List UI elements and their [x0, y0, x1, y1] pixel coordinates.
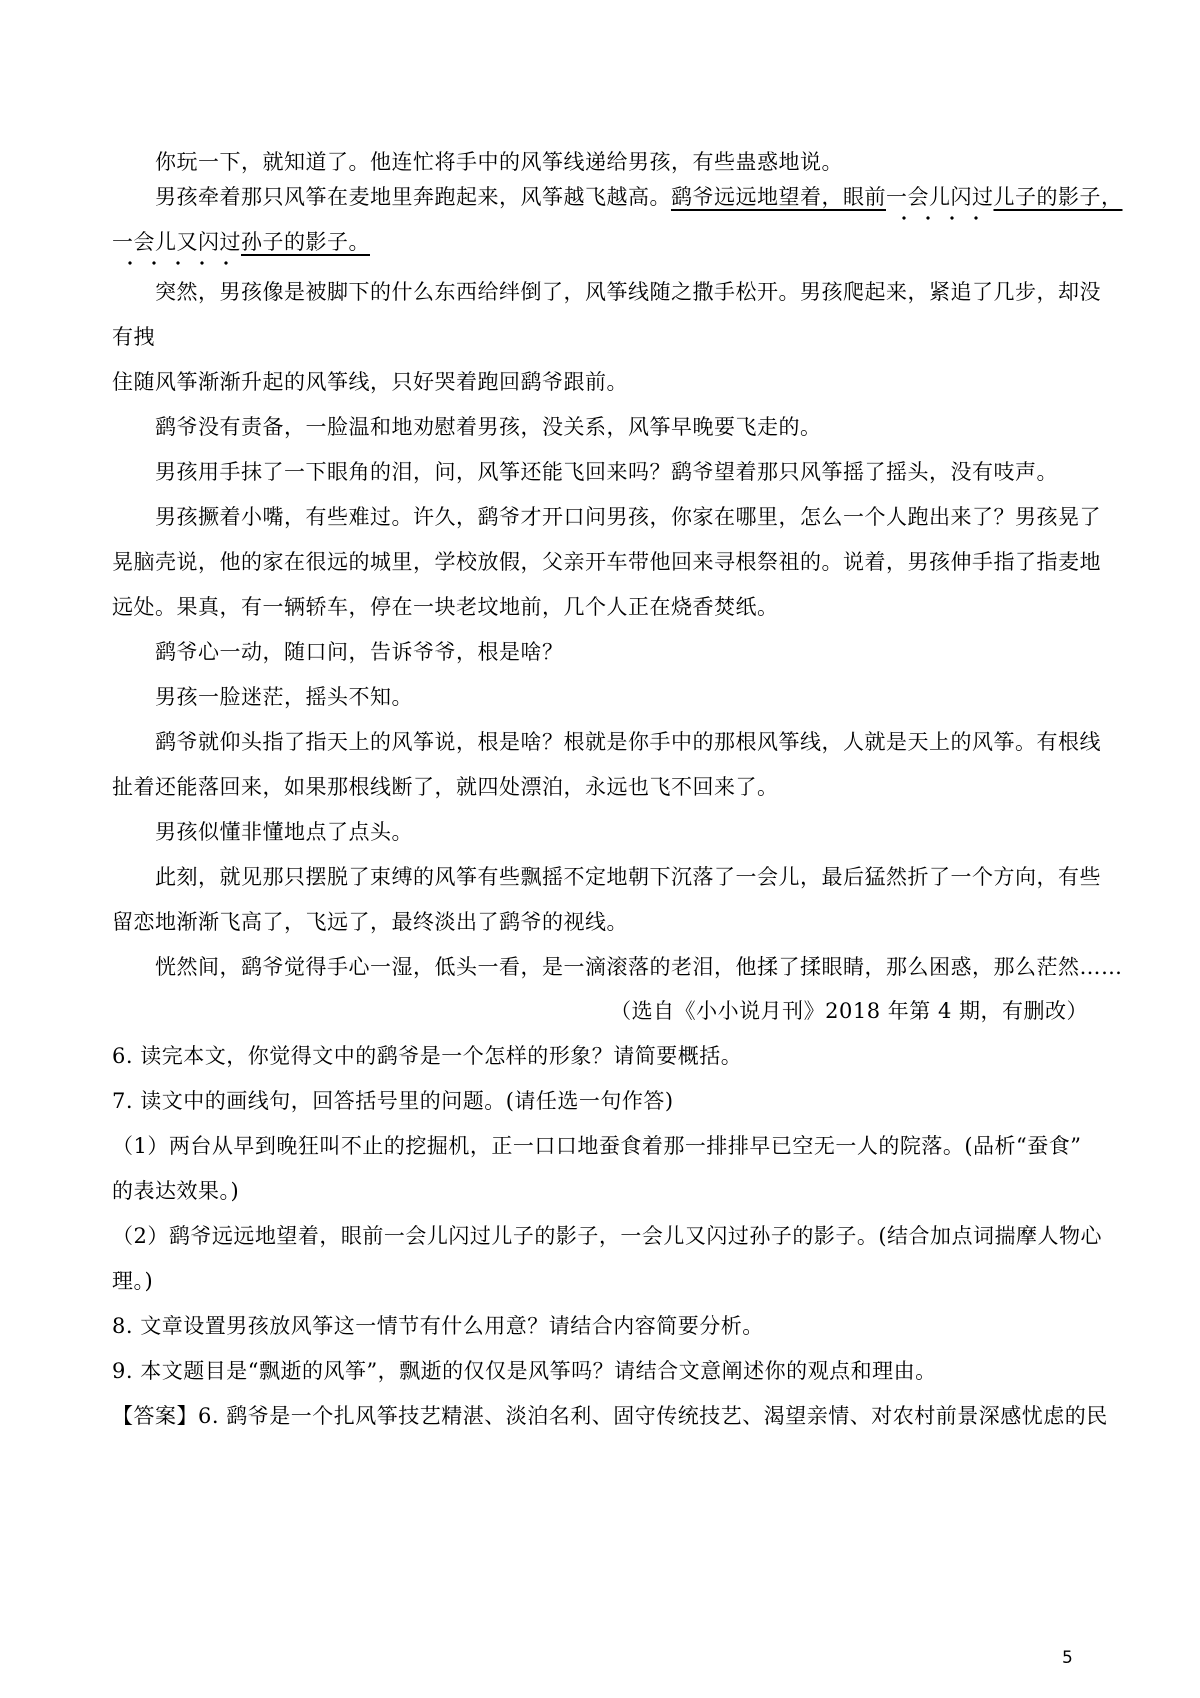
question-7: 7. 读文中的画线句，回答括号里的问题。(请任选一句作答) — [112, 1089, 674, 1113]
underlined-sentence — [671, 185, 1123, 209]
answer-line: 【答案】6. 鹞爷是一个扎风筝技艺精湛、淡泊名利、固守传统技艺、渴望亲情、对农村前景深感忧虑的民 — [112, 1404, 1108, 1428]
paragraph-line: 男孩一脸迷茫，摇头不知。 — [155, 685, 413, 709]
paragraph-line: 留恋地渐渐飞高了，飞远了，最终淡出了鹞爷的视线。 — [112, 910, 628, 934]
paragraph-line: 男孩撅着小嘴，有些难过。许久，鹞爷才开口问男孩，你家在哪里，怎么一个人跑出来了？男孩晃了 — [155, 505, 1101, 529]
underlined-sentence — [112, 230, 370, 254]
paragraph-line: 恍然间，鹞爷觉得手心一湿，低头一看，是一滴滚落的老泪，他揉了揉眼睛，那么困惑，那么茫然…… — [155, 955, 1123, 979]
paragraph-line: 男孩用手抹了一下眼角的泪，问，风筝还能飞回来吗？鹞爷望着那只风筝摇了摇头，没有吱声。 — [155, 460, 1058, 484]
paragraph-line: 住随风筝渐渐升起的风筝线，只好哭着跑回鹞爷跟前。 — [112, 370, 628, 394]
page-number: 5 — [1062, 1648, 1073, 1668]
paragraph-line: 有拽 — [112, 325, 155, 349]
text-segment: 儿子的影子， — [993, 185, 1123, 209]
paragraph-line — [155, 183, 1135, 211]
paragraph-line — [112, 228, 1092, 256]
question-7-part-2-cont: 理。) — [112, 1269, 154, 1293]
paragraph-line: 你玩一下，就知道了。他连忙将手中的风筝线递给男孩，有些蛊惑地说。 — [155, 150, 843, 174]
paragraph-line: 男孩似懂非懂地点了点头。 — [155, 820, 413, 844]
dotted-emphasis-word: 一会儿又闪过 — [112, 230, 241, 254]
text-segment: 孙子的影子。 — [241, 230, 370, 254]
paragraph-line: 晃脑壳说，他的家在很远的城里，学校放假，父亲开车带他回来寻根祭祖的。说着，男孩伸手指了指麦地 — [112, 550, 1101, 574]
question-7-part-2: （2）鹞爷远远地望着，眼前一会儿闪过儿子的影子，一会儿又闪过孙子的影子。(结合加点词揣摩人物心 — [112, 1224, 1103, 1248]
question-7-part-1-cont: 的表达效果。) — [112, 1179, 240, 1203]
text-segment: 鹞爷远远地望着，眼前 — [671, 185, 886, 209]
paragraph-line: 远处。果真，有一辆轿车，停在一块老坟地前，几个人正在烧香焚纸。 — [112, 595, 779, 619]
paragraph-line: 鹞爷心一动，随口问，告诉爷爷，根是啥？ — [155, 640, 564, 664]
paragraph-line: 扯着还能落回来，如果那根线断了，就四处漂泊，永远也飞不回来了。 — [112, 775, 779, 799]
dotted-emphasis-word: 一会儿闪过 — [886, 185, 994, 209]
source-citation: （选自《小小说月刊》2018 年第 4 期，有删改） — [610, 999, 1088, 1023]
paragraph-line: 鹞爷没有责备，一脸温和地劝慰着男孩，没关系，风筝早晚要飞走的。 — [155, 415, 822, 439]
paragraph-line: 鹞爷就仰头指了指天上的风筝说，根是啥？根就是你手中的那根风筝线，人就是天上的风筝。有根线 — [155, 730, 1101, 754]
question-6: 6. 读完本文，你觉得文中的鹞爷是一个怎样的形象？请简要概括。 — [112, 1044, 743, 1068]
question-8: 8. 文章设置男孩放风筝这一情节有什么用意？请结合内容简要分析。 — [112, 1314, 764, 1338]
text-segment: 男孩牵着那只风筝在麦地里奔跑起来，风筝越飞越高。 — [155, 185, 671, 209]
paragraph-line: 此刻，就见那只摆脱了束缚的风筝有些飘摇不定地朝下沉落了一会儿，最后猛然折了一个方向，有些 — [155, 865, 1101, 889]
question-7-part-1: （1）两台从早到晚狂叫不止的挖掘机，正一口口地蚕食着那一排排早已空无一人的院落。(品析“蚕食” — [112, 1134, 1082, 1158]
question-9: 9. 本文题目是“飘逝的风筝”，飘逝的仅仅是风筝吗？请结合文意阐述你的观点和理由。 — [112, 1359, 937, 1383]
paragraph-line: 突然，男孩像是被脚下的什么东西给绊倒了，风筝线随之撒手松开。男孩爬起来，紧追了几步，却没 — [155, 280, 1101, 304]
